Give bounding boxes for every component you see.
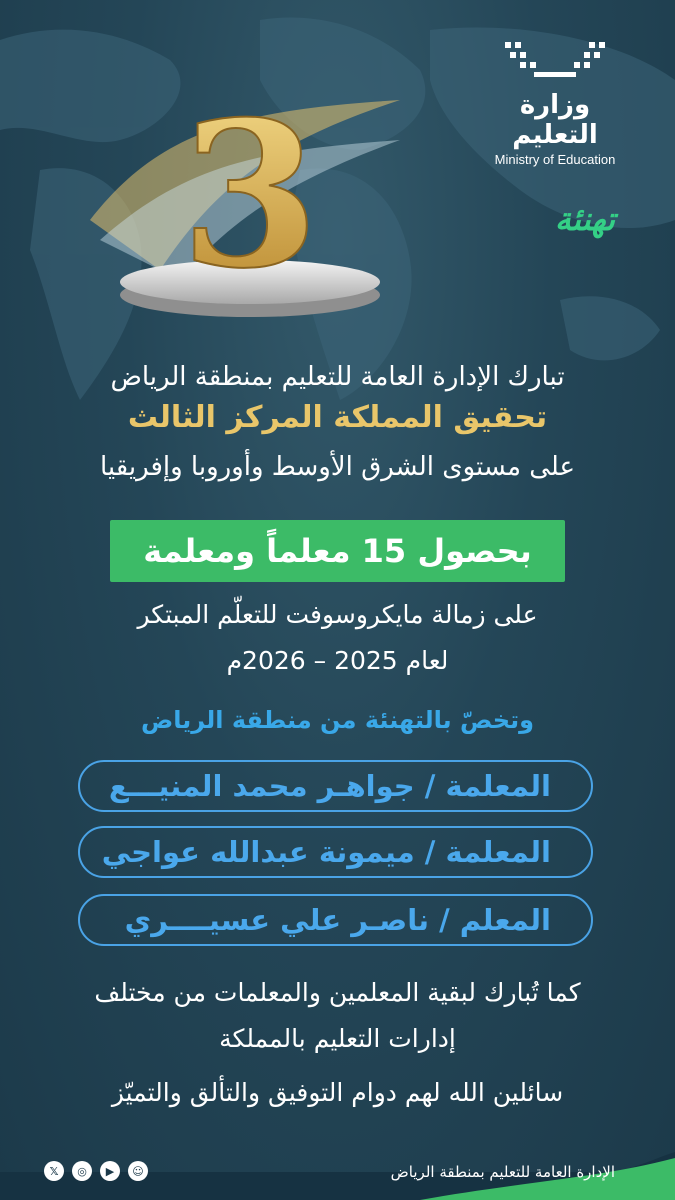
- highlight-banner: [110, 520, 565, 582]
- congrats-label: تهنئة: [554, 200, 615, 238]
- place-number: 3: [180, 78, 320, 313]
- third-place-podium: [80, 70, 410, 330]
- fellowship-line-2: لعام 2025 – 2026م: [226, 646, 449, 675]
- closing-line-3: سائلين الله لهم دوام التوفيق والتألق والتميّز: [111, 1078, 564, 1107]
- closing-line-2: إدارات التعليم بالمملكة: [219, 1024, 456, 1053]
- announcement-line-2: تحقيق المملكة المركز الثالث: [127, 400, 548, 435]
- ministry-name-en: Ministry of Education: [494, 152, 616, 167]
- teacher-name: المعلم / ناصـر علي عسيــــري: [124, 903, 551, 937]
- teacher-card: [78, 826, 593, 878]
- ministry-logo-mark: [500, 38, 610, 82]
- snapchat-icon[interactable]: ☺: [128, 1161, 148, 1181]
- teacher-name: المعلمة / ميمونة عبدالله عواجي: [101, 835, 551, 869]
- social-links: [44, 1161, 148, 1181]
- footer-text: الإدارة العامة للتعليم بمنطقة الرياض: [390, 1163, 615, 1181]
- announcement-line-3: على مستوى الشرق الأوسط وأوروبا وإفريقيا: [99, 452, 576, 482]
- fellowship-line-1: على زمالة مايكروسوفت للتعلّم المبتكر: [137, 600, 538, 629]
- x-icon[interactable]: 𝕏: [44, 1161, 64, 1181]
- teacher-card: [78, 760, 593, 812]
- closing-line-1: كما تُبارك لبقية المعلمين والمعلمات من مختلف: [94, 978, 581, 1007]
- teacher-card: [78, 894, 593, 946]
- ministry-logo: [475, 38, 635, 167]
- highlight-text: بحصول 15 معلماً ومعلمة: [143, 532, 532, 570]
- announcement-line-1: تبارك الإدارة العامة للتعليم بمنطقة الرياض: [110, 362, 565, 392]
- riyadh-heading: وتخصّ بالتهنئة من منطقة الرياض: [140, 706, 534, 734]
- teacher-name: المعلمة / جواهـر محمد المنيـــع: [108, 769, 551, 803]
- ministry-name-ar: وزارة التعليم: [512, 90, 598, 150]
- youtube-icon[interactable]: ▶: [100, 1161, 120, 1181]
- instagram-icon[interactable]: ◎: [72, 1161, 92, 1181]
